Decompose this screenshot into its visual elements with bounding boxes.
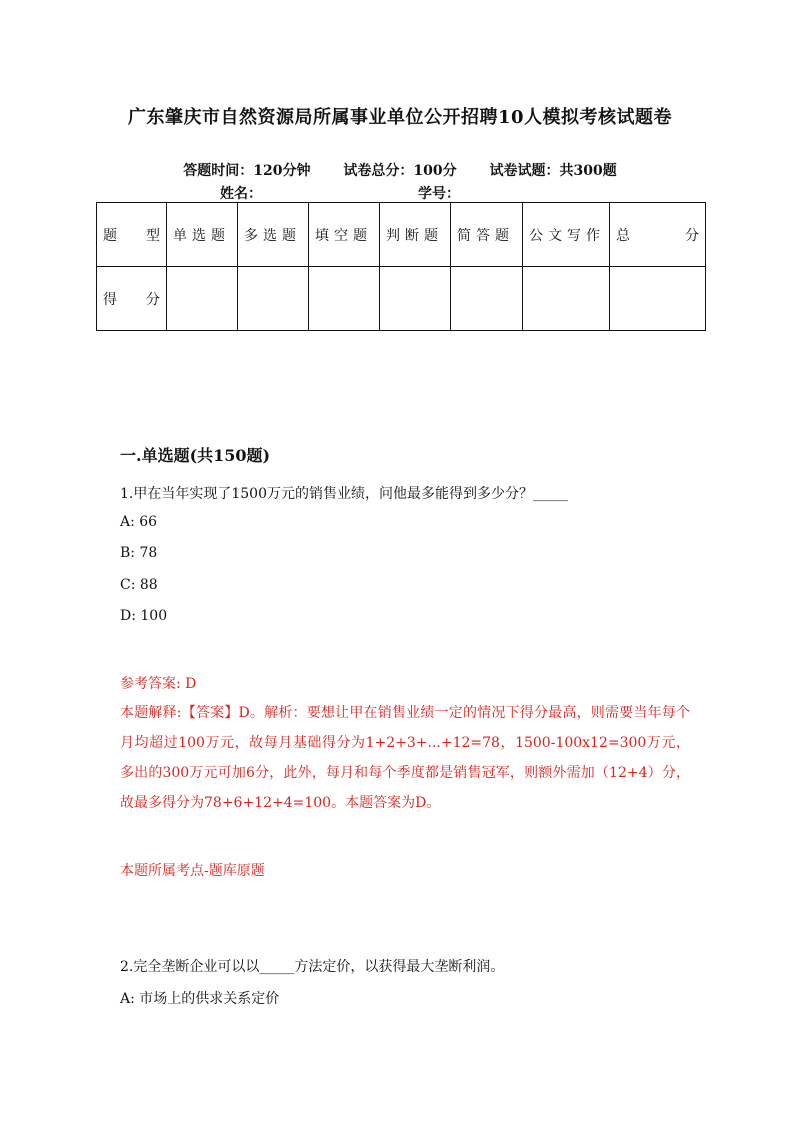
type-label-cell: 题 型 [97,203,167,267]
exam-question-count: 试卷试题：共300题 [489,163,617,179]
question-1-option-c: C: 88 [120,577,158,593]
id-blank[interactable] [460,188,580,203]
student-info-line [0,183,800,203]
score-table-header-row [97,203,706,267]
question-1-source: 本题所属考点-题库原题 [120,863,265,879]
col-total: 总 分 [610,203,706,267]
score-cell[interactable] [238,267,309,331]
section-heading: 一.单选题(共150题) [120,446,271,465]
score-cell[interactable] [451,267,523,331]
col-true-false: 判断题 [380,203,451,267]
name-label: 姓名： [220,186,262,202]
score-table [96,202,706,331]
question-1-option-d: D: 100 [120,608,168,624]
exam-total-score: 试卷总分：100分 [343,163,457,179]
score-table-score-row [97,267,706,331]
col-multi-choice: 多选题 [238,203,309,267]
score-cell[interactable] [380,267,451,331]
question-1-text: 1.甲在当年实现了1500万元的销售业绩，问他最多能得到多少分？_____ [120,486,568,502]
question-1-answer: 参考答案: D [120,676,197,692]
page-title: 广东肇庆市自然资源局所属事业单位公开招聘10人模拟考核试题卷 [127,107,673,128]
exam-info-line [0,160,800,180]
score-cell[interactable] [610,267,706,331]
question-2-option-a: A: 市场上的供求关系定价 [120,991,280,1007]
question-1-explanation: 本题解释:【答案】D。解析：要想让甲在销售业绩一定的情况下得分最高，则需要当年每个月均超过100万元，故每月基础得分为1+2+3+...+12=78，1500-100x12=300万元，多出的300万元可加6分，此外，每月和每个季度都是销售冠军，则额外需加（12+4）分，故最多得分为78+6+12+4=100。本题答案为D。 [120,705,690,811]
score-cell[interactable] [309,267,380,331]
question-2-text: 2.完全垄断企业可以以_____方法定价，以获得最大垄断利润。 [120,959,505,975]
score-label-cell: 得 分 [97,267,167,331]
id-label: 学号： [418,186,460,202]
name-blank[interactable] [262,188,382,203]
question-1-option-b: B: 78 [120,545,158,561]
col-single-choice: 单选题 [167,203,238,267]
score-cell[interactable] [167,267,238,331]
exam-time: 答题时间：120分钟 [183,163,311,179]
col-official-writing: 公文写作 [523,203,610,267]
score-cell[interactable] [523,267,610,331]
question-1-option-a: A: 66 [120,514,158,530]
col-short-answer: 简答题 [451,203,523,267]
col-fill-blank: 填空题 [309,203,380,267]
